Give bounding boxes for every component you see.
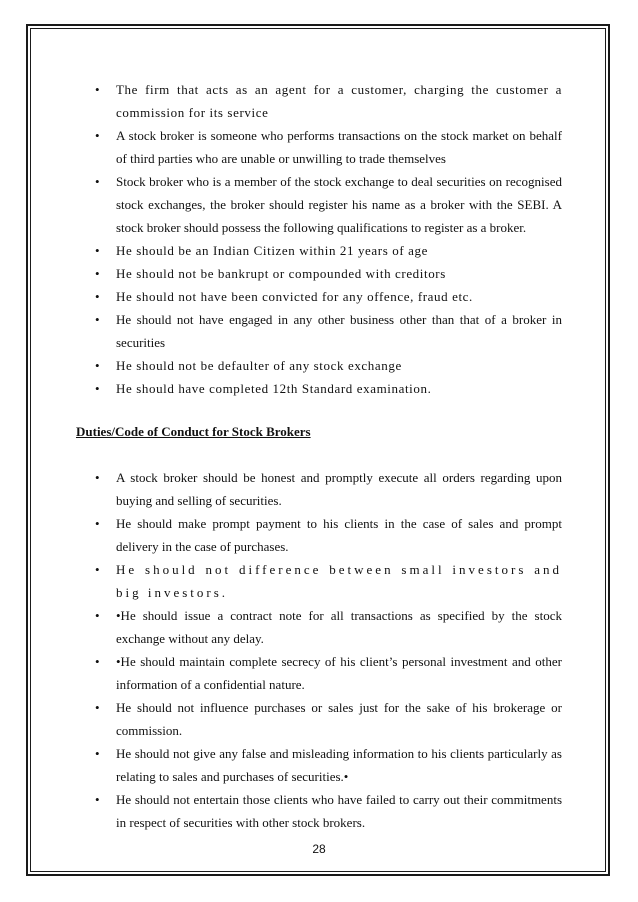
bullet-icon: • — [95, 128, 100, 143]
bullet-icon: • — [95, 358, 100, 373]
duties-list — [76, 466, 562, 834]
list-item: • He should not give any false and misleading information to his clients particularly as relating to sales and purchases of securities.• — [76, 742, 562, 788]
list-item: • He should not have been convicted for any offence, fraud etc. — [76, 285, 562, 308]
bullet-icon: • — [95, 243, 100, 258]
list-item: • A stock broker should be honest and promptly execute all orders regarding upon buying and selling of securities. — [76, 466, 562, 512]
qualifications-list — [76, 78, 562, 400]
list-item: • He should not be defaulter of any stock exchange — [76, 354, 562, 377]
list-item: • •He should issue a contract note for all transactions as specified by the stock exchange without any delay. — [76, 604, 562, 650]
bullet-icon: • — [95, 608, 100, 623]
bullet-icon: • — [95, 312, 100, 327]
list-item: • He should not difference between small investors and big investors. — [76, 558, 562, 604]
bullet-icon: • — [95, 792, 100, 807]
bullet-icon: • — [95, 746, 100, 761]
bullet-icon: • — [95, 470, 100, 485]
list-item: • He should have completed 12th Standard examination. — [76, 377, 562, 400]
list-item: • He should not be bankrupt or compounded with creditors — [76, 262, 562, 285]
bullet-icon: • — [95, 381, 100, 396]
document-body — [76, 78, 562, 834]
bullet-icon: • — [95, 562, 100, 577]
bullet-icon: • — [95, 174, 100, 189]
bullet-icon: • — [95, 700, 100, 715]
bullet-icon: • — [95, 266, 100, 281]
list-item: • He should make prompt payment to his clients in the case of sales and prompt delivery in the case of purchases. — [76, 512, 562, 558]
list-item: • A stock broker is someone who performs transactions on the stock market on behalf of third parties who are unable or unwilling to trade themselves — [76, 124, 562, 170]
list-item: • He should not influence purchases or sales just for the sake of his brokerage or commission. — [76, 696, 562, 742]
list-item: • Stock broker who is a member of the stock exchange to deal securities on recognised stock exchanges, the broker should register his name as a broker with the SEBI. A stock broker should possess the following qualifications to register as a broker. — [76, 170, 562, 239]
list-item: • The firm that acts as an agent for a customer, charging the customer a commission for its service — [76, 78, 562, 124]
bullet-icon: • — [95, 516, 100, 531]
list-item: • •He should maintain complete secrecy of his client’s personal investment and other information of a confidential nature. — [76, 650, 562, 696]
list-item: • He should be an Indian Citizen within 21 years of age — [76, 239, 562, 262]
bullet-icon: • — [95, 82, 100, 97]
section-heading: Duties/Code of Conduct for Stock Brokers — [76, 424, 311, 439]
page-number: 28 — [312, 842, 326, 856]
bullet-icon: • — [95, 289, 100, 304]
list-item: • He should not have engaged in any other business other than that of a broker in securities — [76, 308, 562, 354]
list-item: • He should not entertain those clients who have failed to carry out their commitments in respect of securities with other stock brokers. — [76, 788, 562, 834]
bullet-icon: • — [95, 654, 100, 669]
